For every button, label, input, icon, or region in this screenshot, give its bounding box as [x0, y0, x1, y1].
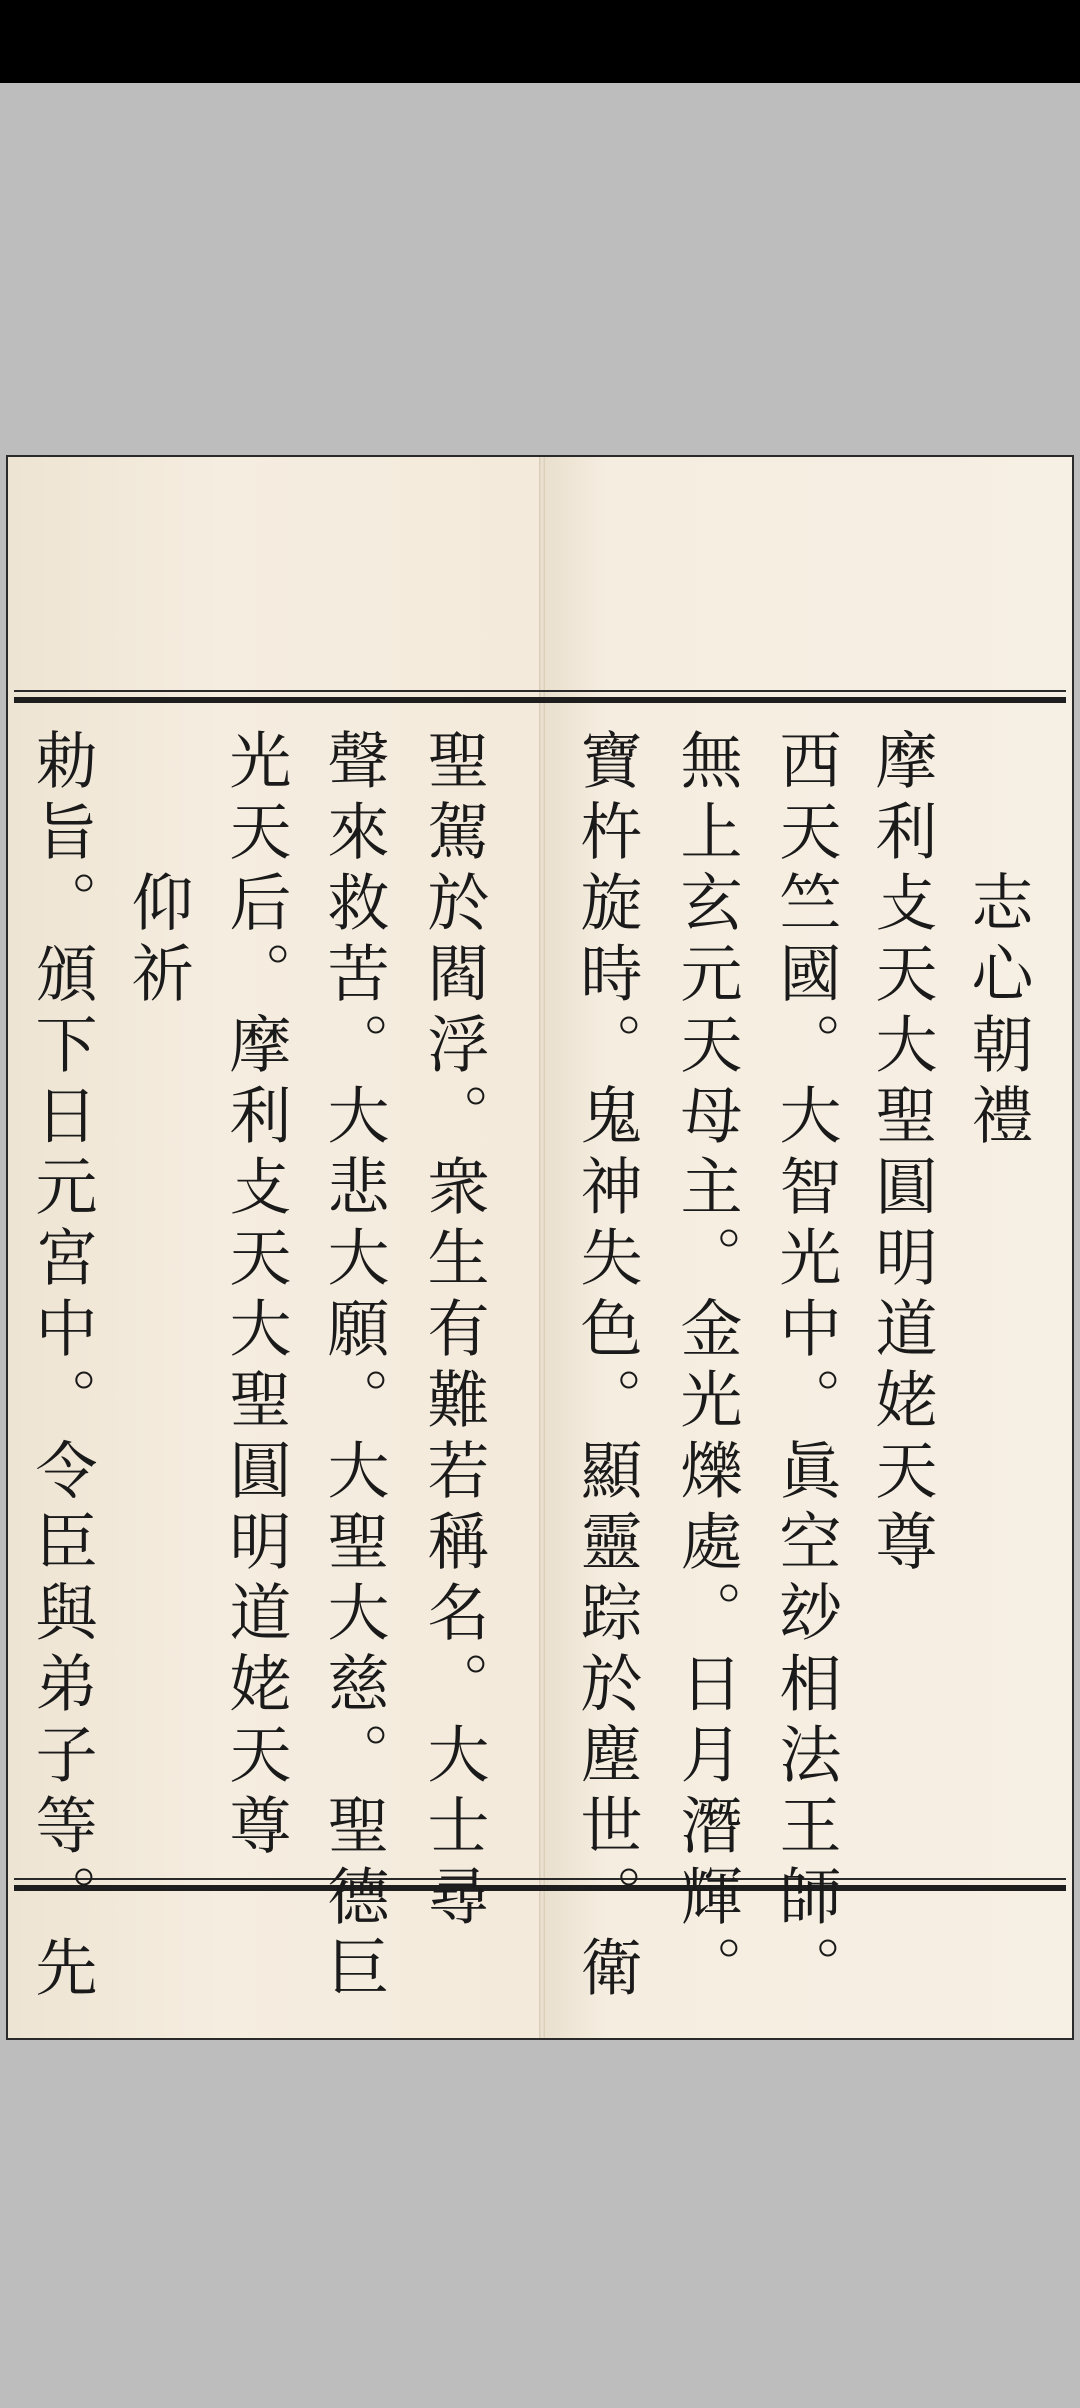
text-column-5: 寶杵旋時。鬼神失色。顯靈踪於塵世。衛	[570, 728, 643, 2006]
text-column-4: 無上玄元天母主。金光爍處。日月潛輝。	[670, 728, 743, 2006]
top-frame-rule	[14, 697, 1066, 703]
book-gutter	[539, 457, 545, 2038]
text-column-9: 仰祈	[121, 870, 194, 1012]
text-column-1: 志心朝禮	[961, 870, 1034, 1154]
text-column-8: 光天后。摩利攴天大聖圓明道姥天尊	[219, 728, 292, 1864]
text-column-6: 聖駕於閻浮。衆生有難若稱名。大士尋	[417, 728, 490, 1935]
text-column-10: 勅旨。頒下日元宮中。令臣與弟子等。先	[25, 728, 98, 2006]
text-column-2: 摩利攴天大聖圓明道姥天尊	[865, 728, 938, 1580]
text-column-7: 聲來救苦。大悲大願。大聖大慈。聖德巨	[317, 728, 390, 2006]
bottom-frame-rule	[14, 1885, 1066, 1891]
status-bar	[0, 0, 1080, 83]
bottom-frame-rule-thin	[14, 1878, 1066, 1880]
text-column-3: 西天竺國。大智光中。眞空玅相法王師。	[769, 728, 842, 2006]
top-frame-rule-thin	[14, 690, 1066, 692]
